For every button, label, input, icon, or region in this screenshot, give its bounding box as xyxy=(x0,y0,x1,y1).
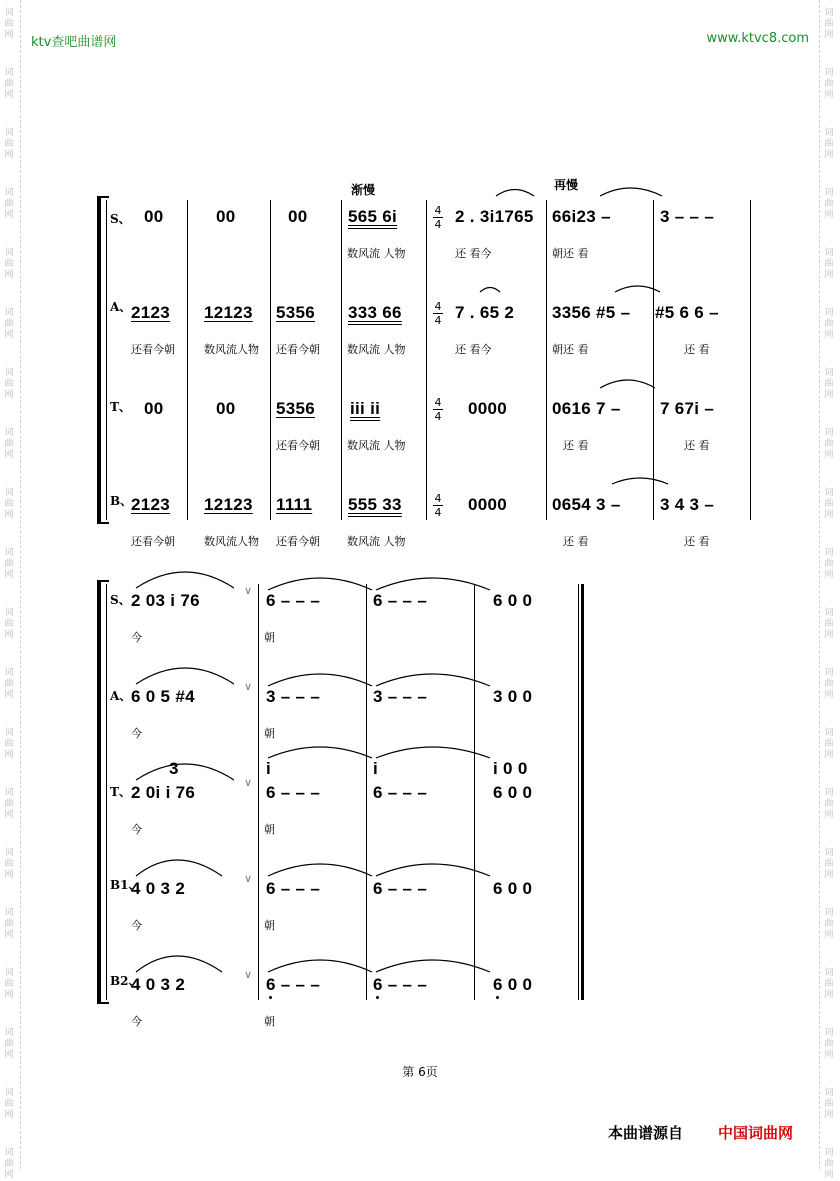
time-signature: 4 4 xyxy=(434,300,442,327)
measure: 6 – – – xyxy=(373,591,428,610)
lyric: 今 xyxy=(131,919,142,932)
lyric: 还 看今 xyxy=(455,343,492,356)
measure: 0616 7 – xyxy=(552,399,621,418)
measure: 6 – – – xyxy=(373,879,428,898)
lyric: 还 看 xyxy=(684,535,710,548)
lyric: 数风流 人物 xyxy=(347,439,406,452)
measure: 6 0 0 xyxy=(493,783,533,802)
part-label-soprano: S、 xyxy=(110,212,131,226)
site-name-left: ktv查吧曲谱网 xyxy=(31,35,117,50)
lyric: 还 看 xyxy=(563,535,589,548)
measure: 3 – – – xyxy=(660,207,715,226)
lyric: 数风流人物 xyxy=(204,535,259,548)
watermark-glyphs: 词 曲 网 xyxy=(4,548,14,580)
time-signature: 4 4 xyxy=(434,492,442,519)
measure-upper: i xyxy=(266,759,272,778)
tie xyxy=(268,747,372,758)
tie xyxy=(268,578,372,590)
slur xyxy=(496,190,534,197)
measure: 6 – – – xyxy=(266,591,321,610)
watermark-glyphs: 词 曲 网 xyxy=(824,128,834,160)
watermark-glyphs: 词 曲 网 xyxy=(4,788,14,820)
lyric: 朝 xyxy=(264,1015,275,1028)
tie xyxy=(268,960,372,972)
tie xyxy=(376,960,490,972)
tie xyxy=(376,864,490,876)
measure: 555 33 xyxy=(348,495,402,514)
tie xyxy=(376,674,490,686)
watermark-glyphs: 词 曲 网 xyxy=(824,968,834,1000)
watermark-glyphs: 词 曲 网 xyxy=(824,1088,834,1120)
watermark-glyphs: 词 曲 网 xyxy=(4,68,14,100)
lyric: 还看今朝 xyxy=(131,343,175,356)
slur xyxy=(612,478,668,484)
lyric: 朝 xyxy=(264,631,275,644)
watermark-glyphs: 词 曲 网 xyxy=(824,68,834,100)
watermark-glyphs: 词 曲 网 xyxy=(824,1148,834,1180)
slur xyxy=(600,188,662,196)
page-number: 第 6页 xyxy=(402,1065,438,1079)
measure: 7 67i – xyxy=(660,399,715,418)
measure: 7 . 65 2 xyxy=(455,303,515,322)
measure: 0000 xyxy=(468,495,508,514)
watermark-glyphs: 词 曲 网 xyxy=(824,728,834,760)
watermark-glyphs: 词 曲 网 xyxy=(824,548,834,580)
watermark-glyphs: 词 曲 网 xyxy=(4,608,14,640)
measure: 2 . 3i1765 xyxy=(455,207,534,226)
lyric: 朝 xyxy=(264,823,275,836)
watermark-glyphs: 词 曲 网 xyxy=(824,1028,834,1060)
tie xyxy=(376,747,490,758)
lyric: 今 xyxy=(131,727,142,740)
measure: 333 66 xyxy=(348,303,402,322)
slur xyxy=(136,572,234,588)
measure: 2123 xyxy=(131,303,171,322)
measure: 4 0 3 2 xyxy=(131,975,186,994)
measure-upper: 3 xyxy=(169,759,179,778)
measure: 6 – – – xyxy=(266,975,321,994)
lyric: 今 xyxy=(131,823,142,836)
watermark-glyphs: 词 曲 网 xyxy=(4,908,14,940)
slur xyxy=(136,956,222,972)
slur xyxy=(600,380,655,388)
watermark-glyphs: 词 曲 网 xyxy=(824,188,834,220)
lyric: 今 xyxy=(131,1015,142,1028)
tie xyxy=(376,578,490,590)
lyric: 今 xyxy=(131,631,142,644)
watermark-glyphs: 词 曲 网 xyxy=(4,728,14,760)
measure: 3 0 0 xyxy=(493,687,533,706)
watermark-glyphs: 词 曲 网 xyxy=(4,428,14,460)
watermark-glyphs: 词 曲 网 xyxy=(4,1028,14,1060)
measure: 00 xyxy=(216,207,236,226)
lyric: 还看今朝 xyxy=(131,535,175,548)
tempo-zaiman: 再慢 xyxy=(554,178,579,192)
lyric: 还看今朝 xyxy=(276,535,320,548)
measure: 3 4 3 – xyxy=(660,495,715,514)
measure: #5 6 6 – xyxy=(655,303,719,322)
lyric: 数风流人物 xyxy=(204,343,259,356)
watermark-glyphs: 词 曲 网 xyxy=(824,428,834,460)
watermark-glyphs: 词 曲 网 xyxy=(824,368,834,400)
watermark-glyphs: 词 曲 网 xyxy=(4,848,14,880)
watermark-glyphs: 词 曲 网 xyxy=(824,248,834,280)
lyric: 数风流 人物 xyxy=(347,247,406,260)
measure: 6 – – – xyxy=(373,783,428,802)
watermark-glyphs: 词 曲 网 xyxy=(4,968,14,1000)
measure: 12123 xyxy=(204,495,253,514)
measure: 5356 xyxy=(276,399,316,418)
measure: 6 – – – xyxy=(373,975,428,994)
lyric: 朝 xyxy=(264,727,275,740)
watermark-glyphs: 词 曲 网 xyxy=(4,1088,14,1120)
slur xyxy=(615,286,660,292)
watermark-glyphs: 词 曲 网 xyxy=(824,488,834,520)
lyric: 朝 xyxy=(264,919,275,932)
measure-upper: i 0 0 xyxy=(493,759,528,778)
lyric: 朝还 看 xyxy=(552,247,589,260)
measure: 6 0 0 xyxy=(493,879,533,898)
breath-mark: ∨ xyxy=(244,872,253,885)
watermark-glyphs: 词 曲 网 xyxy=(4,488,14,520)
watermark-glyphs: 词 曲 网 xyxy=(824,8,834,40)
watermark-glyphs: 词 曲 网 xyxy=(4,248,14,280)
tie xyxy=(268,864,372,876)
measure: 6 – – – xyxy=(266,879,321,898)
watermark-glyphs: 词 曲 网 xyxy=(4,128,14,160)
lyric: 朝还 看 xyxy=(552,343,589,356)
lyric: 还 看 xyxy=(684,439,710,452)
watermark-glyphs: 词 曲 网 xyxy=(824,608,834,640)
watermark-glyphs: 词 曲 网 xyxy=(824,308,834,340)
site-url-right: www.ktvc8.com xyxy=(706,31,809,46)
measure: 12123 xyxy=(204,303,253,322)
measure: 00 xyxy=(144,207,164,226)
breath-mark: ∨ xyxy=(244,776,253,789)
measure: 4 0 3 2 xyxy=(131,879,186,898)
measure: 6 0 5 #4 xyxy=(131,687,195,706)
measure: 0000 xyxy=(468,399,508,418)
part-label-tenor: T、 xyxy=(110,785,131,799)
measure: 2 03 i 76 xyxy=(131,591,200,610)
part-label-soprano: S、 xyxy=(110,593,131,607)
measure: 2123 xyxy=(131,495,171,514)
watermark-glyphs: 词 曲 网 xyxy=(824,668,834,700)
breath-mark: ∨ xyxy=(244,680,253,693)
part-label-bass2: B2、 xyxy=(110,974,141,988)
watermark-glyphs: 词 曲 网 xyxy=(4,308,14,340)
measure: 3 – – – xyxy=(266,687,321,706)
lyric: 数风流 人物 xyxy=(347,343,406,356)
measure: 00 xyxy=(216,399,236,418)
lyric: 还 看 xyxy=(684,343,710,356)
measure: iii ii xyxy=(350,399,381,418)
watermark-glyphs: 词 曲 网 xyxy=(4,1148,14,1180)
measure: 6 0 0 xyxy=(493,591,533,610)
watermark-glyphs: 词 曲 网 xyxy=(4,188,14,220)
watermark-glyphs: 词 曲 网 xyxy=(4,368,14,400)
watermark-glyphs: 词 曲 网 xyxy=(4,8,14,40)
measure: 00 xyxy=(144,399,164,418)
lyric: 数风流 人物 xyxy=(347,535,406,548)
time-signature: 4 4 xyxy=(434,204,442,231)
time-signature: 4 4 xyxy=(434,396,442,423)
measure: 3356 #5 – xyxy=(552,303,631,322)
lyric: 还 看今 xyxy=(455,247,492,260)
tie xyxy=(268,674,372,686)
part-label-bass1: B1、 xyxy=(110,878,141,892)
watermark-glyphs: 词 曲 网 xyxy=(824,788,834,820)
tempo-jianman: 渐慢 xyxy=(351,183,376,197)
measure: 565 6i xyxy=(348,207,398,226)
measure: 66i23 – xyxy=(552,207,611,226)
lyric: 还 看 xyxy=(563,439,589,452)
slur xyxy=(480,288,500,293)
measure: 5356 xyxy=(276,303,316,322)
part-label-alto: A、 xyxy=(110,300,132,314)
measure: 3 – – – xyxy=(373,687,428,706)
slur xyxy=(136,668,234,684)
measure: 6 – – – xyxy=(266,783,321,802)
slur xyxy=(136,860,222,876)
watermark-glyphs: 词 曲 网 xyxy=(4,668,14,700)
measure: 1111 xyxy=(276,495,313,514)
footer-source-text: 本曲谱源自 xyxy=(608,1124,684,1142)
measure: 2 0i i 76 xyxy=(131,783,196,802)
lyric: 还看今朝 xyxy=(276,343,320,356)
part-label-tenor: T、 xyxy=(110,400,131,414)
measure: 6 0 0 xyxy=(493,975,533,994)
part-label-bass: B、 xyxy=(110,494,133,508)
slur xyxy=(136,764,234,780)
footer-brand: 中国词曲网 xyxy=(718,1124,794,1142)
measure-upper: i xyxy=(373,759,379,778)
breath-mark: ∨ xyxy=(244,584,253,597)
watermark-glyphs: 词 曲 网 xyxy=(824,848,834,880)
watermark-glyphs: 词 曲 网 xyxy=(824,908,834,940)
part-label-alto: A、 xyxy=(110,689,132,703)
breath-mark: ∨ xyxy=(244,968,253,981)
measure: 0654 3 – xyxy=(552,495,621,514)
lyric: 还看今朝 xyxy=(276,439,320,452)
measure: 00 xyxy=(288,207,308,226)
